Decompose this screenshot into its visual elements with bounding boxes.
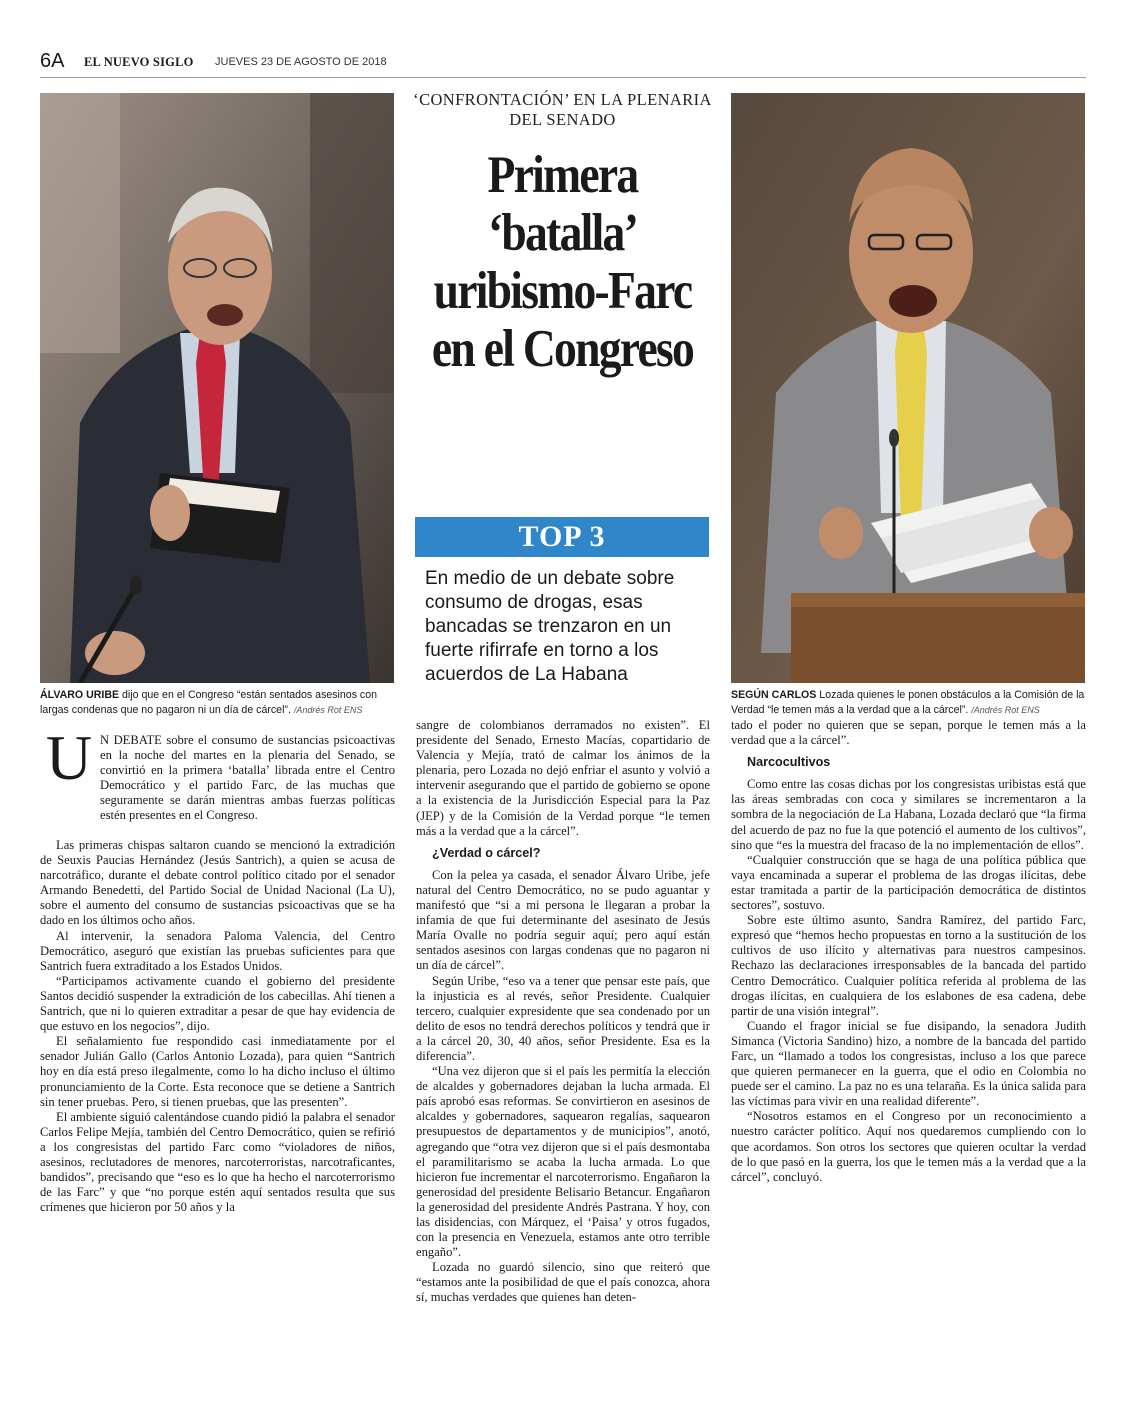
- photo-credit: /Andrés Rot ENS: [293, 705, 363, 715]
- paragraph: Como entre las cosas dichas por los congresistas uribistas está que las áreas sembradas con coca y similares se incrementaron a la sombra de la negociación de La Habana, Lozada declaró que “la firma del acuerdo de paz no fue la que potenció el aumento de los cultivos”, sino que “es la muestra del fracaso de la no implementación de ellos”.: [731, 777, 1086, 852]
- article-column-2: [416, 718, 710, 1306]
- paragraph: Sobre este último asunto, Sandra Ramírez, del partido Farc, expresó que “hemos hecho propuestas en torno a la sustitución de los cultivos de uso ilícito y alternativas para nuestros campesinos. Rechazo las declaraciones irresponsables de la bancada del partido Centro Democrático. Cualquier política referida al problema de las drogas ilícitas, en cualquiera de los eslabones de esa cadena, debe partir de una visión integral”.: [731, 913, 1086, 1018]
- subhead: Narcocultivos: [747, 755, 831, 770]
- paragraph: Según Uribe, “eso va a tener que pensar este país, que la injusticia es al revés, señor Presidente. Cualquier tercero, cualquier expresidente que sea condenado por un delito de esos no tendrá derechos políticos y tendrá que ir a la cárcel 20, 30, 40 años, señor Presidente. Esa es la diferencia”.: [416, 973, 710, 1063]
- photo-caption-left: [40, 688, 396, 718]
- page-header: [40, 48, 1086, 78]
- caption-lead: ÁLVARO URIBE: [40, 689, 120, 701]
- caption-lead: SEGÚN CARLOS: [731, 689, 817, 701]
- paragraph: Las primeras chispas saltaron cuando se mencionó la extradición de Seuxis Paucias Hernández (Jesús Santrich), a quien se acusa de narcotráfico, durante el debate control político citado por el senador Armando Benedetti, del Partido Social de Unidad Nacional (La U), sobre el aumento del consumo de sustancias psicoactivas que se ha dado en los últimos ocho años.: [40, 838, 395, 928]
- paragraph: “Cualquier construcción que se haga de una política pública que vaya encaminada a superar el problema de las drogas ilícitas, debe estar tramitada a partir de la participación democrática de distintos sectores”, sostuvo.: [731, 852, 1086, 913]
- kicker: ‘CONFRONTACIÓN’ EN LA PLENARIA DEL SENADO: [413, 90, 712, 129]
- paragraph: Cuando el fragor inicial se fue disipando, la senadora Judith Simanca (Victoria Sandino) hizo, a nombre de la bancada del partido Farc, un “llamado a todos los congresistas, incluso a los que parece que quieren permanecer en la guerra, que el odio en Colombia no puede ser el camino. La paz no es una telaraña. Es la única salida para las víctimas para vivir en una realidad diferente”.: [731, 1018, 1086, 1109]
- headline: Primera ‘batalla’ uribismo-Farc en el Congreso: [431, 146, 694, 378]
- masthead: EL NUEVO SIGLO: [84, 55, 194, 69]
- subhead: ¿Verdad o cárcel?: [432, 845, 541, 860]
- dropcap: U: [45, 722, 93, 793]
- photo-alvaro-uribe: [40, 93, 394, 683]
- paragraph: “Una vez dijeron que si el país les permitía la elección de alcaldes y gobernadores dejaban la lucha armada. El país aprobó esas reformas. Se convirtieron en asesinos de alcaldes y gobernadores, saquearon regalías, saquearon presupuestos de departamentos y de municipios”, anotó, agregando que “otra vez dijeron que si el país desmontaba el paramilitarismo se acaba la lucha armada. Lo que hicieron fue incrementar el narcoterrorismo. Engañaron la generosidad del presidente Belisario Betancur. Engañaron la generosidad del presidente Andrés Pastrana. Y hoy, con las disidencias, con Márquez, el ‘Paisa’ y otros fugados, con la presencia en Venezuela, estamos ante otro terrible engaño”.: [416, 1064, 710, 1260]
- paragraph: El ambiente siguió calentándose cuando pidió la palabra el senador Carlos Felipe Mejía, también del Centro Democrático, quien se refirió a los congresistas del partido Farc como “violadores de niños, asesinos, reclutadores de menores, narcoterroristas, narcotraficantes, bandidos”, precisando que “eso es lo que ha hecho el narcoterrorismo de las Farc” y que “no porque estén aquí sentados resulta que sus crímenes que hicieron por 50 años y la: [40, 1109, 395, 1215]
- paragraph: sangre de colombianos derramados no existen”. El presidente del Senado, Ernesto Macías, copartidario de Valencia y Mejía, trató de calmar los ánimos de la plenaria, pero Lozada no dejó enfriar el asunto y volvió a intervenir asegurando que el partido de gobierno se opone a la existencia de la Jurisdicción Especial para la Paz (JEP) y de la Comisión de la Verdad porque “le temen más a la verdad que a la cárcel”.: [416, 718, 710, 838]
- paragraph: “Nosotros estamos en el Congreso por un reconocimiento a nuestro carácter político. Aquí nos quedaremos cumpliendo con lo que acordamos. Son otros los sectores que quieren ocultar la verdad de lo que pasó en la guerra, los que le temen más a la verdad que a la cárcel”, concluyó.: [731, 1109, 1086, 1184]
- caption-text: Lozada quienes le ponen obstáculos a la Comisión de la Verdad “le temen más a la verdad que a la cárcel”.: [731, 689, 1085, 716]
- page-number: 6A: [40, 50, 65, 72]
- paragraph: Con la pelea ya casada, el senador Álvaro Uribe, jefe natural del Centro Democrático, no se pudo aguantar y manifestó que “si a mi persona le llegaran a probar la infamia de que fui determinante del asesinato de Jesús María Ovalle no podría seguir aquí; pero aquí están sentados asesinos con largas condenas que no pagaron ni un día de cárcel”.: [416, 867, 710, 973]
- paragraph: tado el poder no quieren que se sepan, porque le temen más a la verdad que a la cárcel”.: [731, 718, 1086, 748]
- photo-carlos-lozada: [731, 93, 1085, 683]
- deck-summary: En medio de un debate sobre consumo de drogas, esas bancadas se trenzaron en un fuerte rifirrafe en torno a los acuerdos de La Habana: [425, 568, 675, 685]
- caption-text: dijo que en el Congreso “están sentados asesinos con largas condenas que no pagaron ni un día de cárcel”.: [40, 689, 378, 716]
- paragraph: Al intervenir, la senadora Paloma Valencia, del Centro Democrático, aseguró que existían las pruebas suficientes para que Santrich fuera extraditado a los Estados Unidos.: [40, 928, 395, 973]
- photo-caption-right: [731, 688, 1087, 718]
- lead-smallcaps: N DEBATE: [100, 733, 162, 747]
- article-column-1: [40, 838, 395, 1215]
- paragraph: Lozada no guardó silencio, sino que reiteró que “estamos ante la posibilidad de que el país conozca, ahora sí, muchas verdades que quienes han deten-: [416, 1260, 710, 1305]
- lead-text: sobre el consumo de sustancias psicoactivas en la noche del martes en la plenaria del Senado, se convirtió en la primera ‘batalla’ librada entre el Centro Democrático y el partido Farc, de las muchas que seguramente se darán mientras ambas fuerzas políticas estén presentes en el Congreso.: [100, 733, 396, 823]
- photo-credit: /Andrés Rot ENS: [971, 705, 1040, 715]
- article-lead-paragraph: [100, 733, 395, 824]
- paragraph: “Participamos activamente cuando el gobierno del presidente Santos decidió suspender la extradición de los cabecillas. Ahí tienen a Santrich, que ni lo quieren extraditar a pesar de que hay evidencia de que estuvo en los negocios”, dijo.: [40, 973, 395, 1034]
- top3-banner: TOP 3: [415, 517, 709, 557]
- paragraph: El señalamiento fue respondido casi inmediatamente por el senador Julián Gallo (Carlos Antonio Lozada), para quien “Santrich hoy en día está preso ilegalmente, como lo ha dicho incluso el último pronunciamiento de la Corte. Esta reconoce que se detiene a Santrich sin tener pruebas. Pero, si tienen pruebas, que las presenten”.: [40, 1034, 395, 1109]
- dateline: JUEVES 23 DE AGOSTO DE 2018: [215, 56, 387, 68]
- article-column-3: [731, 718, 1086, 1185]
